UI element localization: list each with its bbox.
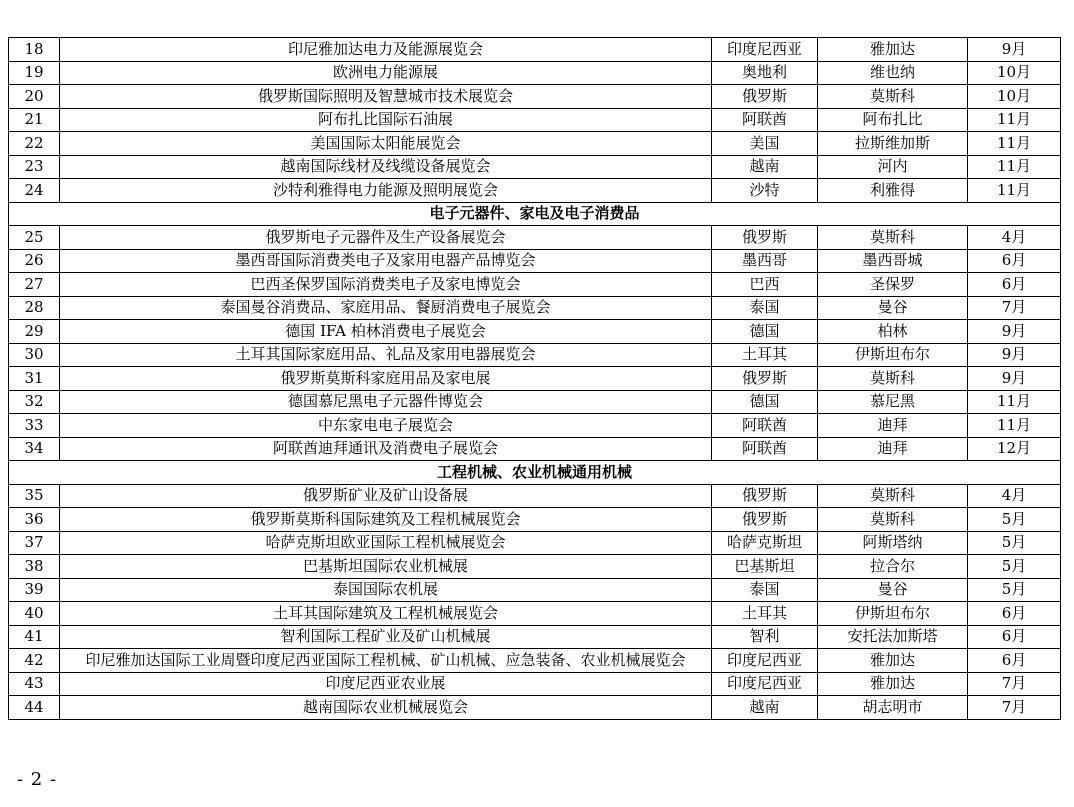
table-row [9, 343, 1061, 367]
exhibition-name: 俄罗斯电子元器件及生产设备展览会 [60, 226, 712, 250]
month-cell: 9月 [968, 38, 1061, 62]
city-cell: 拉合尔 [818, 555, 968, 579]
row-number: 20 [9, 85, 60, 109]
section-title: 工程机械、农业机械通用机械 [9, 461, 1061, 485]
row-number: 43 [9, 672, 60, 696]
city-cell: 莫斯科 [818, 85, 968, 109]
country-cell: 阿联酋 [712, 437, 818, 461]
exhibition-name: 越南国际农业机械展览会 [60, 696, 712, 720]
exhibition-table [8, 37, 1061, 720]
table-row [9, 179, 1061, 203]
month-cell: 9月 [968, 367, 1061, 391]
city-cell: 莫斯科 [818, 226, 968, 250]
exhibition-name: 阿联酋迪拜通讯及消费电子展览会 [60, 437, 712, 461]
city-cell: 墨西哥城 [818, 249, 968, 273]
city-cell: 伊斯坦布尔 [818, 343, 968, 367]
row-number: 44 [9, 696, 60, 720]
month-cell: 5月 [968, 531, 1061, 555]
exhibition-name: 泰国国际农机展 [60, 578, 712, 602]
exhibition-name: 阿布扎比国际石油展 [60, 108, 712, 132]
month-cell: 4月 [968, 226, 1061, 250]
month-cell: 7月 [968, 672, 1061, 696]
row-number: 32 [9, 390, 60, 414]
country-cell: 俄罗斯 [712, 367, 818, 391]
row-number: 39 [9, 578, 60, 602]
country-cell: 德国 [712, 320, 818, 344]
table-row [9, 625, 1061, 649]
exhibition-name: 越南国际线材及线缆设备展览会 [60, 155, 712, 179]
country-cell: 巴基斯坦 [712, 555, 818, 579]
exhibition-name: 巴基斯坦国际农业机械展 [60, 555, 712, 579]
exhibition-name: 俄罗斯国际照明及智慧城市技术展览会 [60, 85, 712, 109]
table-row [9, 155, 1061, 179]
row-number: 38 [9, 555, 60, 579]
country-cell: 泰国 [712, 296, 818, 320]
country-cell: 巴西 [712, 273, 818, 297]
exhibition-name: 印尼雅加达国际工业周暨印度尼西亚国际工程机械、矿山机械、应急装备、农业机械展览会 [60, 649, 712, 673]
city-cell: 莫斯科 [818, 508, 968, 532]
month-cell: 10月 [968, 85, 1061, 109]
table-row [9, 132, 1061, 156]
city-cell: 曼谷 [818, 296, 968, 320]
section-header-row [9, 202, 1061, 226]
month-cell: 10月 [968, 61, 1061, 85]
row-number: 26 [9, 249, 60, 273]
table-row [9, 61, 1061, 85]
exhibition-name: 欧洲电力能源展 [60, 61, 712, 85]
row-number: 21 [9, 108, 60, 132]
exhibition-name: 泰国曼谷消费品、家庭用品、餐厨消费电子展览会 [60, 296, 712, 320]
month-cell: 11月 [968, 108, 1061, 132]
city-cell: 胡志明市 [818, 696, 968, 720]
row-number: 31 [9, 367, 60, 391]
city-cell: 伊斯坦布尔 [818, 602, 968, 626]
table-row [9, 226, 1061, 250]
country-cell: 墨西哥 [712, 249, 818, 273]
month-cell: 7月 [968, 296, 1061, 320]
city-cell: 利雅得 [818, 179, 968, 203]
country-cell: 哈萨克斯坦 [712, 531, 818, 555]
exhibition-name: 巴西圣保罗国际消费类电子及家电博览会 [60, 273, 712, 297]
city-cell: 圣保罗 [818, 273, 968, 297]
exhibition-name: 智利国际工程矿业及矿山机械展 [60, 625, 712, 649]
country-cell: 沙特 [712, 179, 818, 203]
table-row [9, 390, 1061, 414]
table-row [9, 672, 1061, 696]
table-row [9, 320, 1061, 344]
city-cell: 迪拜 [818, 414, 968, 438]
row-number: 18 [9, 38, 60, 62]
country-cell: 俄罗斯 [712, 226, 818, 250]
city-cell: 曼谷 [818, 578, 968, 602]
table-row [9, 696, 1061, 720]
month-cell: 5月 [968, 555, 1061, 579]
country-cell: 土耳其 [712, 343, 818, 367]
page-number: - 2 - [17, 769, 58, 790]
city-cell: 阿布扎比 [818, 108, 968, 132]
exhibition-name: 哈萨克斯坦欧亚国际工程机械展览会 [60, 531, 712, 555]
exhibition-name: 沙特利雅得电力能源及照明展览会 [60, 179, 712, 203]
city-cell: 慕尼黑 [818, 390, 968, 414]
month-cell: 11月 [968, 179, 1061, 203]
table-row [9, 38, 1061, 62]
country-cell: 智利 [712, 625, 818, 649]
country-cell: 俄罗斯 [712, 484, 818, 508]
country-cell: 印度尼西亚 [712, 672, 818, 696]
month-cell: 6月 [968, 602, 1061, 626]
month-cell: 6月 [968, 625, 1061, 649]
table-row [9, 85, 1061, 109]
exhibition-name: 墨西哥国际消费类电子及家用电器产品博览会 [60, 249, 712, 273]
month-cell: 11月 [968, 155, 1061, 179]
section-header-row [9, 461, 1061, 485]
row-number: 40 [9, 602, 60, 626]
country-cell: 泰国 [712, 578, 818, 602]
month-cell: 11月 [968, 414, 1061, 438]
exhibition-name: 印度尼西亚农业展 [60, 672, 712, 696]
city-cell: 河内 [818, 155, 968, 179]
table-row [9, 508, 1061, 532]
month-cell: 11月 [968, 132, 1061, 156]
table-row [9, 273, 1061, 297]
row-number: 23 [9, 155, 60, 179]
exhibition-name: 美国国际太阳能展览会 [60, 132, 712, 156]
exhibition-name: 俄罗斯莫斯科家庭用品及家电展 [60, 367, 712, 391]
month-cell: 5月 [968, 578, 1061, 602]
city-cell: 迪拜 [818, 437, 968, 461]
city-cell: 雅加达 [818, 672, 968, 696]
row-number: 35 [9, 484, 60, 508]
row-number: 41 [9, 625, 60, 649]
month-cell: 6月 [968, 249, 1061, 273]
month-cell: 4月 [968, 484, 1061, 508]
row-number: 25 [9, 226, 60, 250]
table-row [9, 484, 1061, 508]
country-cell: 越南 [712, 696, 818, 720]
exhibition-name: 土耳其国际家庭用品、礼品及家用电器展览会 [60, 343, 712, 367]
city-cell: 莫斯科 [818, 484, 968, 508]
exhibition-name: 德国 IFA 柏林消费电子展览会 [60, 320, 712, 344]
exhibition-name: 俄罗斯矿业及矿山设备展 [60, 484, 712, 508]
country-cell: 阿联酋 [712, 108, 818, 132]
country-cell: 越南 [712, 155, 818, 179]
exhibition-name: 印尼雅加达电力及能源展览会 [60, 38, 712, 62]
table-row [9, 578, 1061, 602]
table-row [9, 414, 1061, 438]
row-number: 34 [9, 437, 60, 461]
month-cell: 11月 [968, 390, 1061, 414]
exhibition-name: 德国慕尼黑电子元器件博览会 [60, 390, 712, 414]
month-cell: 5月 [968, 508, 1061, 532]
row-number: 28 [9, 296, 60, 320]
country-cell: 土耳其 [712, 602, 818, 626]
section-title: 电子元器件、家电及电子消费品 [9, 202, 1061, 226]
month-cell: 6月 [968, 649, 1061, 673]
country-cell: 美国 [712, 132, 818, 156]
country-cell: 印度尼西亚 [712, 38, 818, 62]
exhibition-name: 中东家电电子展览会 [60, 414, 712, 438]
exhibition-name: 土耳其国际建筑及工程机械展览会 [60, 602, 712, 626]
month-cell: 6月 [968, 273, 1061, 297]
month-cell: 12月 [968, 437, 1061, 461]
country-cell: 阿联酋 [712, 414, 818, 438]
country-cell: 俄罗斯 [712, 508, 818, 532]
month-cell: 7月 [968, 696, 1061, 720]
city-cell: 莫斯科 [818, 367, 968, 391]
row-number: 27 [9, 273, 60, 297]
city-cell: 柏林 [818, 320, 968, 344]
table-row [9, 437, 1061, 461]
row-number: 24 [9, 179, 60, 203]
country-cell: 德国 [712, 390, 818, 414]
row-number: 33 [9, 414, 60, 438]
row-number: 30 [9, 343, 60, 367]
row-number: 19 [9, 61, 60, 85]
country-cell: 奥地利 [712, 61, 818, 85]
city-cell: 安托法加斯塔 [818, 625, 968, 649]
row-number: 37 [9, 531, 60, 555]
row-number: 36 [9, 508, 60, 532]
country-cell: 俄罗斯 [712, 85, 818, 109]
row-number: 42 [9, 649, 60, 673]
country-cell: 印度尼西亚 [712, 649, 818, 673]
table-row [9, 249, 1061, 273]
table-row [9, 649, 1061, 673]
table-row [9, 531, 1061, 555]
city-cell: 阿斯塔纳 [818, 531, 968, 555]
city-cell: 雅加达 [818, 38, 968, 62]
city-cell: 雅加达 [818, 649, 968, 673]
row-number: 29 [9, 320, 60, 344]
city-cell: 维也纳 [818, 61, 968, 85]
month-cell: 9月 [968, 320, 1061, 344]
exhibition-name: 俄罗斯莫斯科国际建筑及工程机械展览会 [60, 508, 712, 532]
table-row [9, 367, 1061, 391]
city-cell: 拉斯维加斯 [818, 132, 968, 156]
month-cell: 9月 [968, 343, 1061, 367]
row-number: 22 [9, 132, 60, 156]
table-row [9, 602, 1061, 626]
table-row [9, 108, 1061, 132]
table-row [9, 296, 1061, 320]
table-body [9, 38, 1061, 720]
table-row [9, 555, 1061, 579]
